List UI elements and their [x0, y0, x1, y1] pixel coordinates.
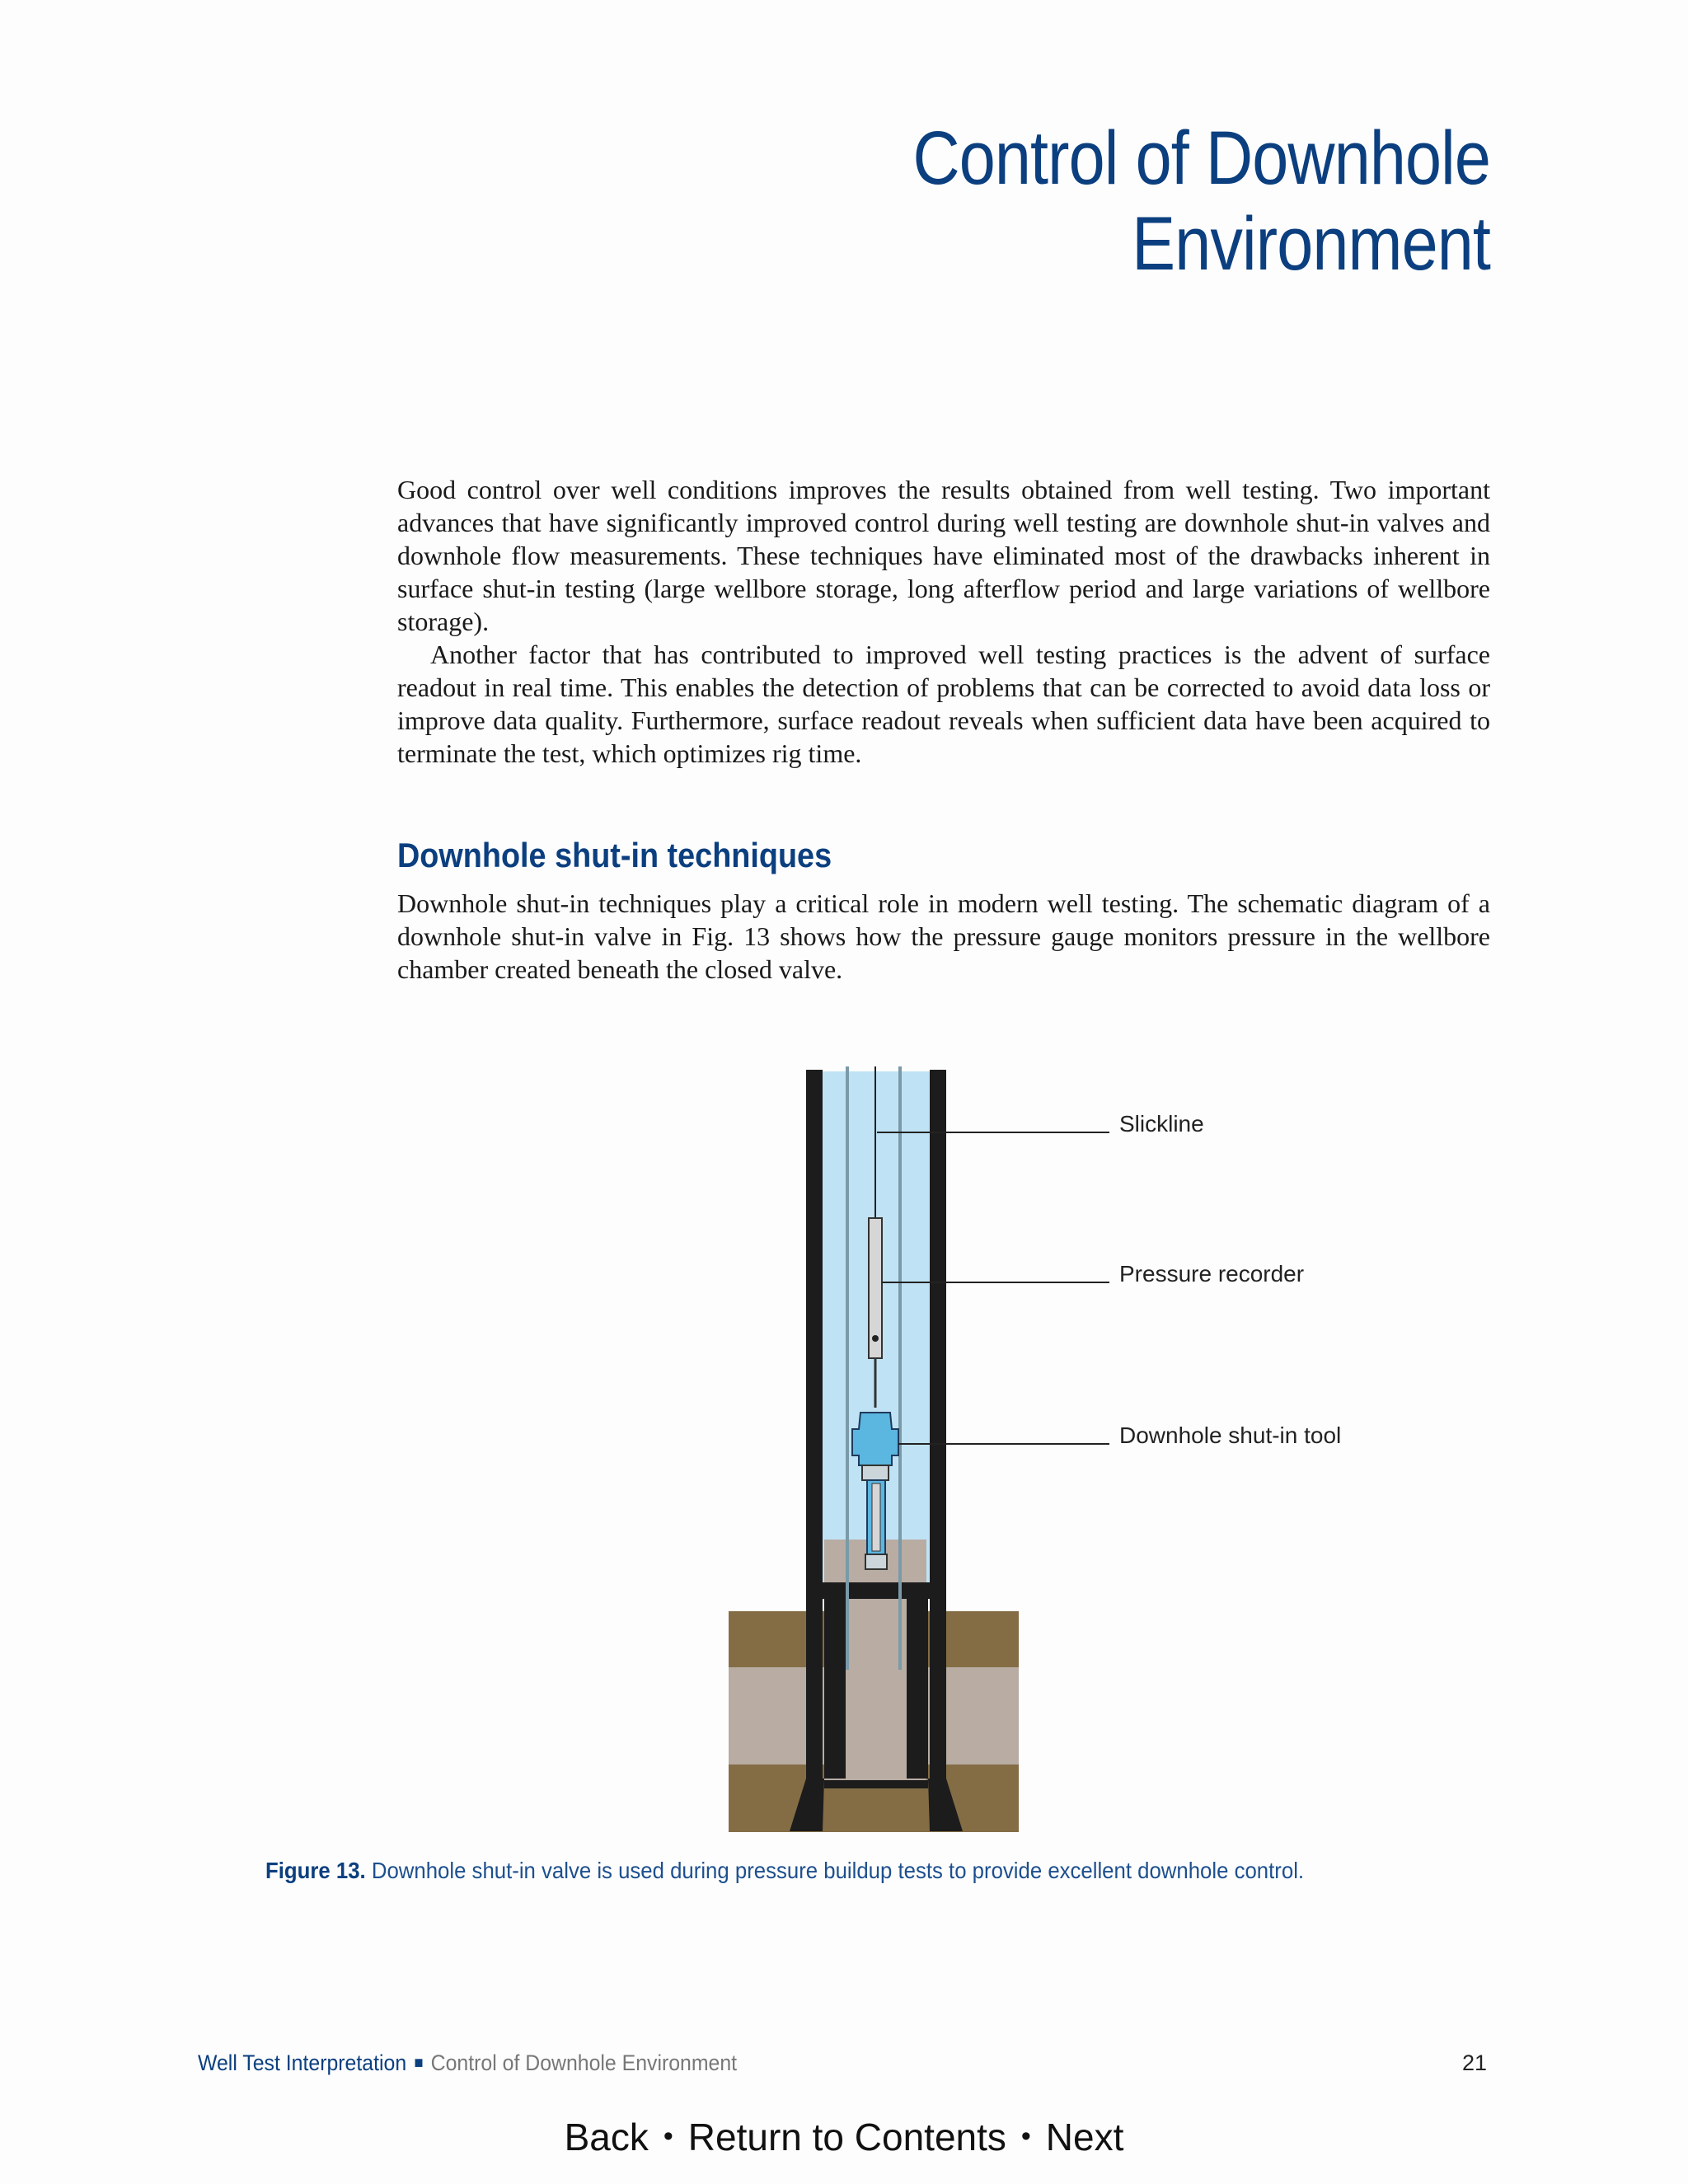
- footer-square-icon: ■: [414, 2054, 424, 2072]
- bullet-separator-icon: •: [1020, 2121, 1031, 2152]
- next-link[interactable]: Next: [1045, 2116, 1124, 2158]
- recorder-sensor: [872, 1335, 879, 1342]
- chamber-bottom: [824, 1780, 928, 1788]
- page-title-line-1: Control of Downhole: [912, 116, 1490, 200]
- intro-paragraph-2: Another factor that has contributed to improved well testing practices is the advent of surface readout in real time. This enables the detection of problems that can be corrected to avoid data loss or improve data quality. Furthermore, surface readout reveals when sufficient data have been acquired to terminate the test, which optimizes rig time.: [397, 640, 1490, 768]
- page-number: 21: [1461, 2050, 1487, 2075]
- figure-caption-text: Downhole shut-in valve is used during pressure buildup tests to provide excellent downhole control.: [371, 1858, 1305, 1883]
- section-heading: Downhole shut-in techniques: [397, 836, 832, 874]
- casing-shoulder: [806, 1582, 946, 1599]
- label-pressure-recorder: Pressure recorder: [1119, 1261, 1305, 1286]
- bullet-separator-icon: •: [663, 2121, 673, 2152]
- running-footer: [198, 2050, 737, 2076]
- label-slickline: Slickline: [1119, 1111, 1204, 1137]
- footer-series: Well Test Interpretation: [198, 2050, 407, 2075]
- chamber-right-wall: [907, 1597, 928, 1779]
- chamber-left-wall: [824, 1597, 846, 1779]
- casing-right: [930, 1070, 946, 1779]
- intro-paragraph-1: Good control over well conditions improves the results obtained from well testing. Two important advances that have significantly improved control during well testing are downhole shut-in valves and downhole flow measurements. These techniques have eliminated most of the drawbacks inherent in surface shut-in testing (large wellbore storage, long afterflow period and large variations of wellbore storage).: [397, 475, 1490, 636]
- section-paragraph: Downhole shut-in techniques play a critical role in modern well testing. The schematic diagram of a downhole shut-in valve in Fig. 13 shows how the pressure gauge monitors pressure in the wellbore chamber created beneath the closed valve.: [397, 888, 1490, 984]
- back-link[interactable]: Back: [564, 2116, 649, 2158]
- figure-caption-label: Figure 13.: [265, 1858, 366, 1883]
- page-title-line-2: Environment: [1132, 202, 1490, 286]
- footer-section: Control of Downhole Environment: [430, 2050, 738, 2075]
- navigation-bar: [0, 2115, 1688, 2159]
- figure-caption: [265, 1858, 1304, 1884]
- return-to-contents-link[interactable]: Return to Contents: [687, 2116, 1006, 2158]
- label-shut-in-tool: Downhole shut-in tool: [1119, 1422, 1342, 1448]
- casing-left: [806, 1070, 823, 1779]
